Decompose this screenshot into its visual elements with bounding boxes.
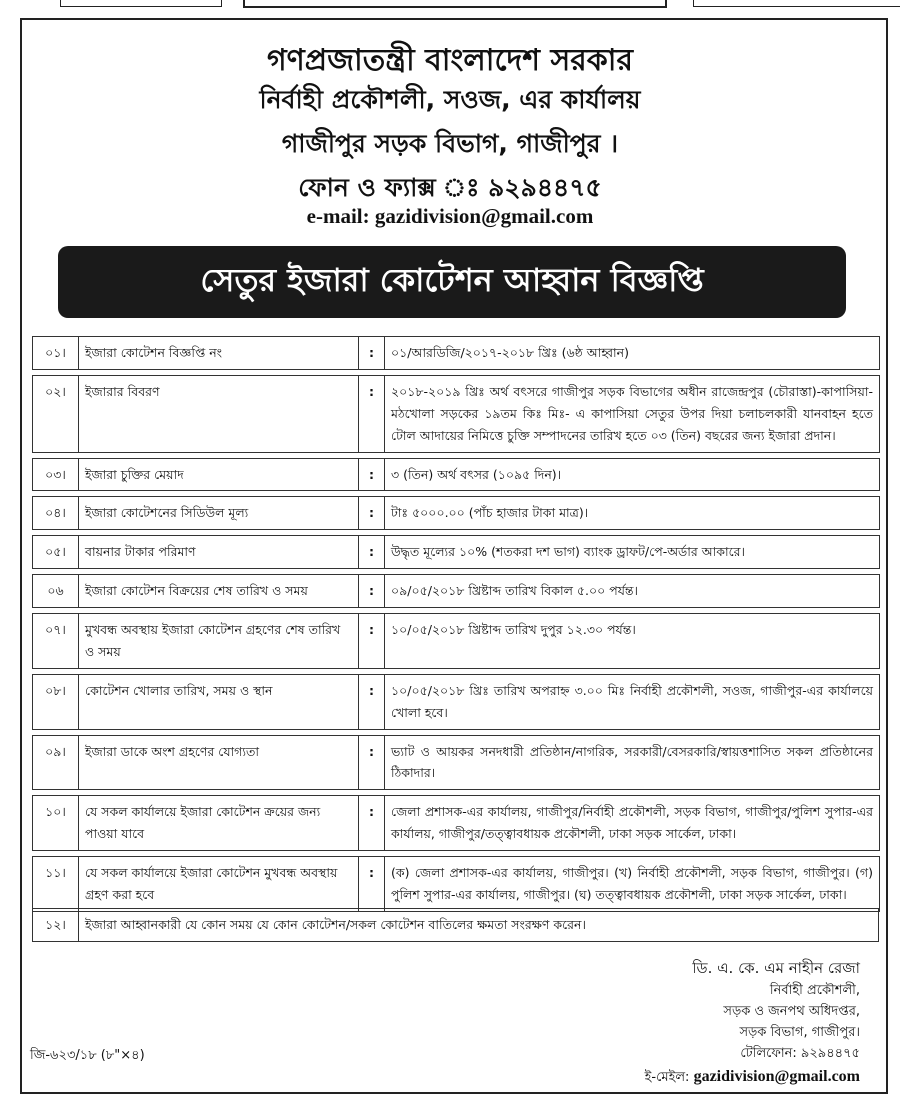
- row-number: ১০।: [33, 796, 79, 851]
- details-table: [32, 336, 880, 912]
- signatory-email: gazidivision@gmail.com: [693, 1068, 860, 1086]
- signatory-name: ডি. এ. কে. এম নাহীন রেজা: [692, 959, 860, 977]
- details-table-body: [33, 337, 880, 912]
- row-value: ০১/আরডিজি/২০১৭-২০১৮ খ্রিঃ (৬ষ্ঠ আহ্বান): [385, 337, 880, 370]
- notice-title: সেতুর ইজারা কোটেশন আহ্বান বিজ্ঞপ্তি: [200, 261, 704, 299]
- signatory-department: সড়ক ও জনপথ অধিদপ্তর,: [723, 1004, 860, 1020]
- phone-fax: ফোন ও ফ্যাক্স ঃ ৯২৯৪৪৭৫: [298, 173, 602, 202]
- row-number: ১২।: [33, 909, 79, 942]
- row-value: টাঃ ৫০০০.০০ (পাঁচ হাজার টাকা মাত্র)।: [385, 497, 880, 530]
- row-label: ইজারা কোটেশন বিক্রয়ের শেষ তারিখ ও সময়: [79, 575, 359, 608]
- row-colon: :: [359, 337, 385, 370]
- border-fragment: [693, 0, 900, 7]
- row-colon: :: [359, 536, 385, 569]
- table-row: [33, 375, 880, 452]
- table-row: [33, 337, 880, 370]
- table-row: [33, 857, 880, 912]
- row-value: ১০/০৫/২০১৮ খ্রিষ্টাব্দ তারিখ দুপুর ১২.৩০ পর্যন্ত।: [385, 614, 880, 669]
- row-value: ভ্যাট ও আয়কর সনদধারী প্রতিষ্ঠান/নাগরিক, সরকারী/বেসরকারি/স্বায়ত্তশাসিত সকল প্রতিষ্ঠানের ঠিকাদার।: [385, 735, 880, 790]
- row-label: ইজারা ডাকে অংশ গ্রহণের যোগ্যতা: [79, 735, 359, 790]
- signatory-phone: টেলিফোন: ৯২৯৪৪৭৫: [740, 1046, 860, 1062]
- row-label: মুখবন্ধ অবস্থায় ইজারা কোটেশন গ্রহণের শেষ তারিখ ও সময়: [79, 614, 359, 669]
- border-fragment: [243, 0, 667, 8]
- row-number: ০৮।: [33, 674, 79, 729]
- row-colon: :: [359, 497, 385, 530]
- top-border-fragments: [0, 0, 900, 14]
- signature-block: [560, 956, 860, 1090]
- signatory-email-line: [560, 1064, 860, 1090]
- table-row: [33, 614, 880, 669]
- division-title: গাজীপুর সড়ক বিভাগ, গাজীপুর ।: [281, 129, 619, 158]
- row-label: বায়নার টাকার পরিমাণ: [79, 536, 359, 569]
- notice-banner: [58, 246, 846, 318]
- row-label: ইজারা কোটেশনের সিডিউল মূল্য: [79, 497, 359, 530]
- row-label: ইজারা কোটেশন বিজ্ঞপ্তি নং: [79, 337, 359, 370]
- row-value: ১০/০৫/২০১৮ খ্রিঃ তারিখ অপরাহ্ন ৩.০০ মিঃ নির্বাহী প্রকৌশলী, সওজ, গাজীপুর-এর কার্যালয়ে খোলা হবে।: [385, 674, 880, 729]
- row-value: ২০১৮-২০১৯ খ্রিঃ অর্থ বৎসরে গাজীপুর সড়ক বিভাগের অধীন রাজেন্দ্রপুর (চৌরাস্তা)-কাপাসিয়া-মঠখোলা সড়কের ১৯তম কিঃ মিঃ- এ কাপাসিয়া সেতুর উপর দিয়া চলাচলকারী যানবাহন হতে টোল আদায়ের নিমিত্তে চুক্তি সম্পাদনের তারিখ হতে ০৩ (তিন) বছরের জন্য ইজারা প্রদান।: [385, 375, 880, 452]
- government-title: গণপ্রজাতন্ত্রী বাংলাদেশ সরকার: [267, 43, 633, 78]
- signatory-division: সড়ক বিভাগ, গাজীপুর।: [739, 1025, 860, 1041]
- row-colon: :: [359, 575, 385, 608]
- table-row: [33, 575, 880, 608]
- row-number: ০৬: [33, 575, 79, 608]
- row-value: ০৯/০৫/২০১৮ খ্রিষ্টাব্দ তারিখ বিকাল ৫.০০ পর্যন্ত।: [385, 575, 880, 608]
- row-colon: :: [359, 614, 385, 669]
- row-colon: :: [359, 458, 385, 491]
- row-colon: :: [359, 674, 385, 729]
- table-row: [33, 674, 880, 729]
- row-number: ০২।: [33, 375, 79, 452]
- row-colon: :: [359, 857, 385, 912]
- row-number: ০৯।: [33, 735, 79, 790]
- row-label: ইজারা চুক্তির মেয়াদ: [79, 458, 359, 491]
- email-label: ই-মেইল:: [644, 1070, 690, 1086]
- row-colon: :: [359, 375, 385, 452]
- row-number: ০৪।: [33, 497, 79, 530]
- row-label: যে সকল কার্যালয়ে ইজারা কোটেশন ক্রয়ের জন্য পাওয়া যাবে: [79, 796, 359, 851]
- row-label: যে সকল কার্যালয়ে ইজারা কোটেশন মুখবন্ধ অবস্থায় গ্রহণ করা হবে: [79, 857, 359, 912]
- final-clause-table: [32, 908, 879, 942]
- header-email: e-mail: gazidivision@gmail.com: [306, 204, 594, 228]
- table-row: [33, 735, 880, 790]
- signatory-designation: নির্বাহী প্রকৌশলী,: [769, 983, 860, 999]
- publication-code: জি-৬২৩/১৮ (৮"×৪): [30, 1048, 145, 1063]
- row-colon: :: [359, 735, 385, 790]
- row-value: ৩ (তিন) অর্থ বৎসর (১০৯৫ দিন)।: [385, 458, 880, 491]
- border-fragment: [60, 0, 222, 7]
- row-number: ১১।: [33, 857, 79, 912]
- row-label: কোটেশন খোলার তারিখ, সময় ও স্থান: [79, 674, 359, 729]
- row-value: (ক) জেলা প্রশাসক-এর কার্যালয়, গাজীপুর। (খ) নির্বাহী প্রকৌশলী, সড়ক বিভাগ, গাজীপুর। (গ) পুলিশ সুপার-এর কার্যালয়, গাজীপুর। (ঘ) তত্ত্বাবধায়ক প্রকৌশলী, ঢাকা সড়ক সার্কেল, ঢাকা।: [385, 857, 880, 912]
- row-value: উদ্ধৃত মূল্যের ১০% (শতকরা দশ ভাগ) ব্যাংক ড্রাফট/পে-অর্ডার আকারে।: [385, 536, 880, 569]
- row-number: ০৭।: [33, 614, 79, 669]
- table-row: [33, 909, 879, 942]
- row-colon: :: [359, 796, 385, 851]
- table-row: [33, 497, 880, 530]
- row-value: জেলা প্রশাসক-এর কার্যালয়, গাজীপুর/নির্বাহী প্রকৌশলী, সড়ক বিভাগ, গাজীপুর/পুলিশ সুপার-এর কার্যালয়, গাজীপুর/তত্ত্বাবধায়ক প্রকৌশলী, ঢাকা সড়ক সার্কেল, ঢাকা।: [385, 796, 880, 851]
- row-number: ০৩।: [33, 458, 79, 491]
- clause-text: ইজারা আহ্বানকারী যে কোন সময় যে কোন কোটেশন/সকল কোটেশন বাতিলের ক্ষমতা সংরক্ষণ করেন।: [79, 909, 879, 942]
- row-label: ইজারার বিবরণ: [79, 375, 359, 452]
- row-number: ০৫।: [33, 536, 79, 569]
- table-row: [33, 536, 880, 569]
- office-title: নির্বাহী প্রকৌশলী, সওজ, এর কার্যালয়: [259, 85, 641, 114]
- table-row: [33, 458, 880, 491]
- table-row: [33, 796, 880, 851]
- row-number: ০১।: [33, 337, 79, 370]
